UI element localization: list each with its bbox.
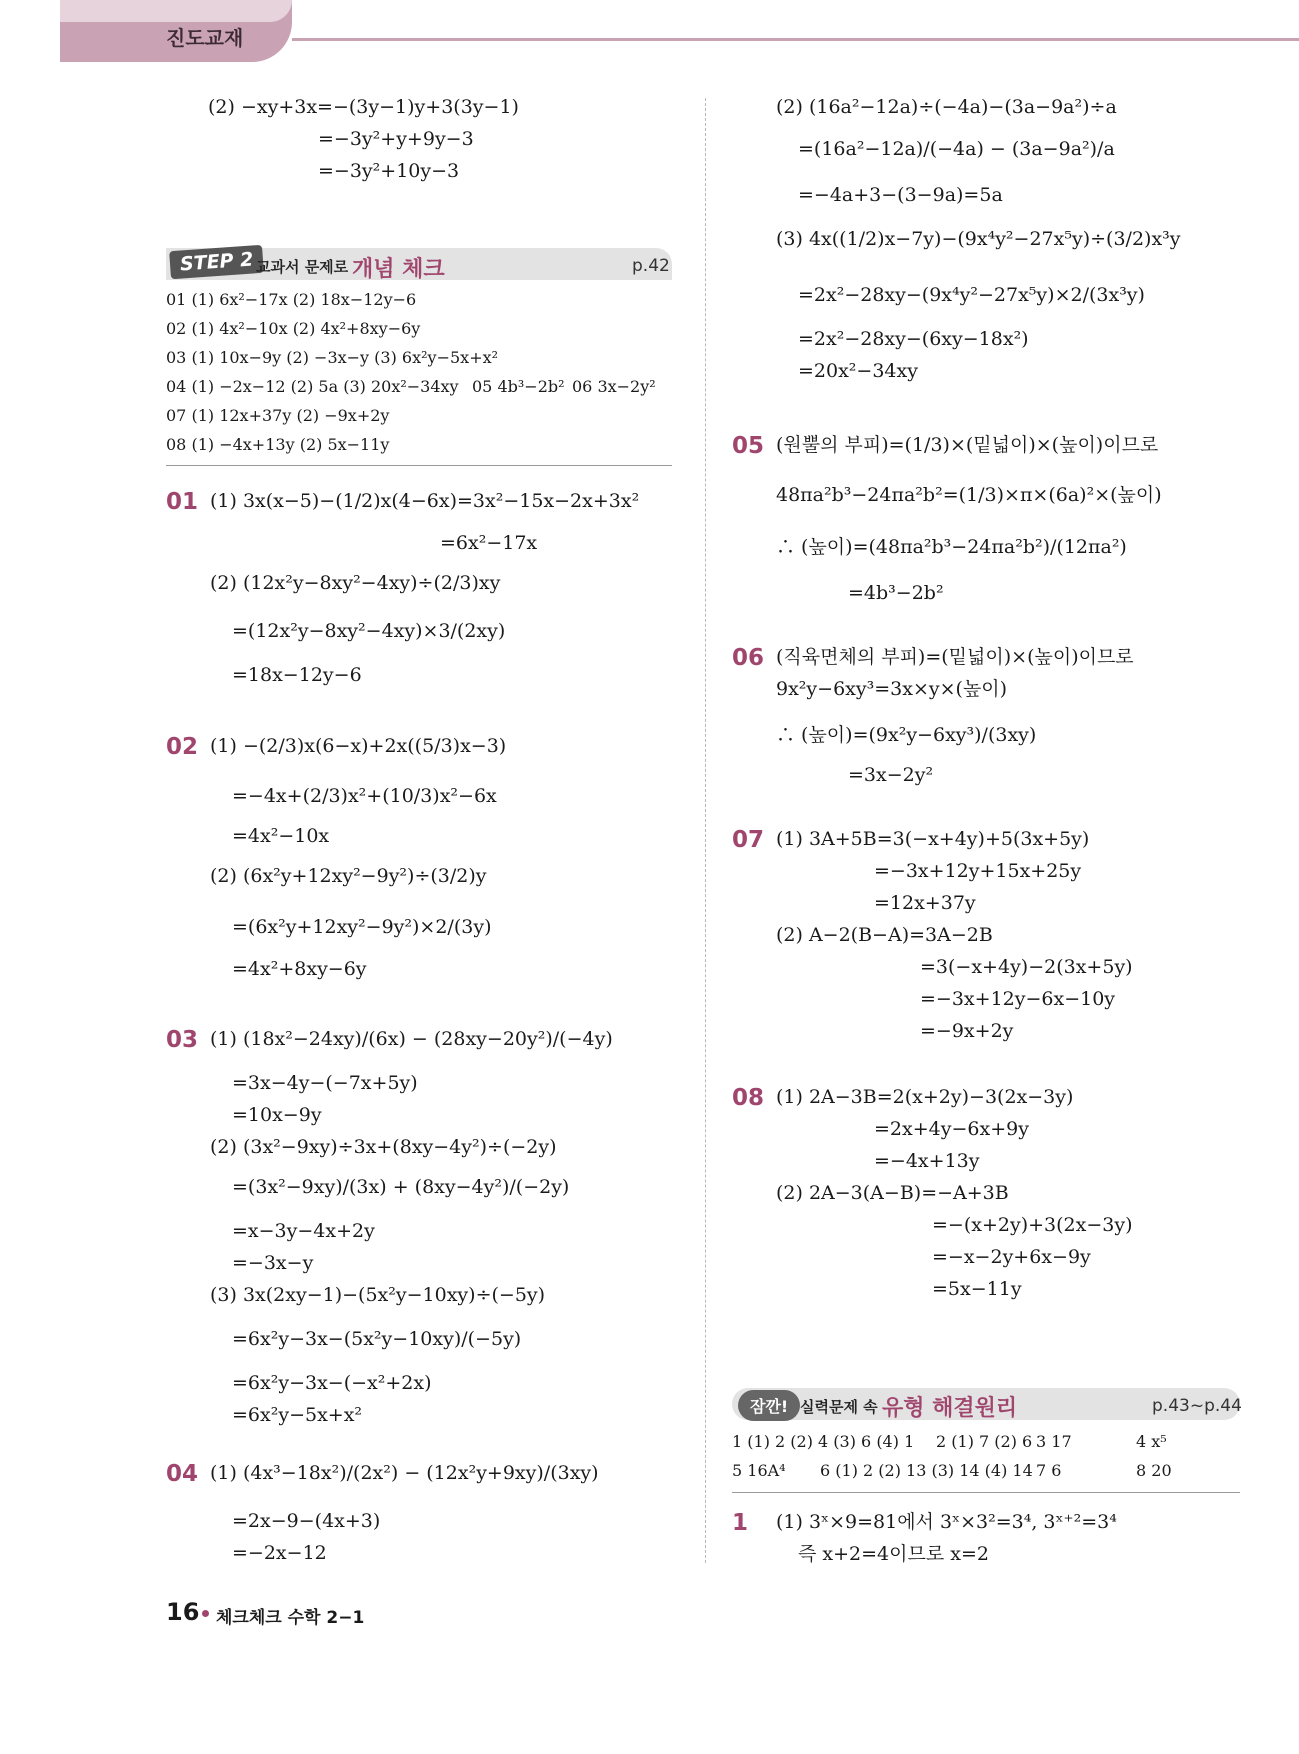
math-line: (2) 2A−3(A−B)=−A+3B — [776, 1182, 1009, 1204]
math-line: (1) 3ˣ×9=81에서 3ˣ×3²=3⁴, 3ˣ⁺²=3⁴ — [776, 1511, 1117, 1533]
math-line: (3) 4x((1/2)x−7y)−(9x⁴y²−27x⁵y)÷(3/2)x³y — [776, 228, 1181, 250]
math-line: (원뿔의 부피)=(1/3)×(밑넓이)×(높이)이므로 — [776, 434, 1159, 456]
math-line: =20x²−34xy — [798, 360, 918, 382]
answer-line: 05 4b³−2b² — [472, 377, 565, 396]
math-line: (2) (16a²−12a)÷(−4a)−(3a−9a²)÷a — [776, 96, 1117, 118]
step2-badge: STEP 2 — [169, 245, 264, 279]
math-line: (2) A−2(B−A)=3A−2B — [776, 924, 993, 946]
problem-number: 01 — [166, 489, 199, 515]
problem-number: 02 — [166, 734, 199, 760]
jamkkan-page-ref: p.43~p.44 — [1152, 1396, 1242, 1416]
math-line: =−x−2y+6x−9y — [932, 1246, 1091, 1268]
header-tab-highlight — [60, 0, 292, 22]
answer-line: 01 (1) 6x²−17x (2) 18x−12y−6 — [166, 290, 417, 309]
math-line: =6x²y−3x−(5x²y−10xy)/(−5y) — [232, 1328, 522, 1350]
math-line: =−4x+(2/3)x²+(10/3)x²−6x — [232, 785, 497, 807]
math-line: =2x+4y−6x+9y — [874, 1118, 1029, 1140]
math-line: (1) −(2/3)x(6−x)+2x((5/3)x−3) — [210, 735, 507, 757]
answer-line: 04 (1) −2x−12 (2) 5a (3) 20x²−34xy — [166, 377, 459, 396]
step2-page-ref: p.42 — [632, 256, 670, 276]
math-line: (1) 3x(x−5)−(1/2)x(4−6x)=3x²−15x−2x+3x² — [210, 490, 640, 512]
math-line: (2) (3x²−9xy)÷3x+(8xy−4y²)÷(−2y) — [210, 1136, 557, 1158]
answer-line: 08 (1) −4x+13y (2) 5x−11y — [166, 435, 390, 454]
section-rule — [166, 465, 672, 466]
math-line: 48πa²b³−24πa²b²=(1/3)×π×(6a)²×(높이) — [776, 484, 1162, 506]
problem-number: 08 — [732, 1085, 765, 1111]
header-tab — [60, 0, 292, 62]
problem-number: 06 — [732, 645, 765, 671]
math-line: =−3x−y — [232, 1252, 314, 1274]
math-line: =(3x²−9xy)/(3x) + (8xy−4y²)/(−2y) — [232, 1176, 570, 1198]
math-line: =−4a+3−(3−9a)=5a — [798, 184, 1003, 206]
math-line: =3x−2y² — [848, 764, 934, 786]
math-line: =18x−12y−6 — [232, 664, 362, 686]
answer-line: 3 17 — [1036, 1432, 1072, 1451]
answer-line: 2 (1) 7 (2) 6 — [936, 1432, 1033, 1451]
math-line: =(6x²y+12xy²−9y²)×2/(3y) — [232, 916, 492, 938]
answer-line: 8 20 — [1136, 1461, 1172, 1480]
math-line: =−2x−12 — [232, 1542, 327, 1564]
book-title: 체크체크 수학 2−1 — [216, 1608, 365, 1628]
answer-line: 7 6 — [1036, 1461, 1062, 1480]
math-line: =10x−9y — [232, 1104, 322, 1126]
math-line: =(12x²y−8xy²−4xy)×3/(2xy) — [232, 620, 506, 642]
math-line: =−9x+2y — [920, 1020, 1014, 1042]
math-line: (2) (12x²y−8xy²−4xy)÷(2/3)xy — [210, 572, 501, 594]
math-line: (1) 3A+5B=3(−x+4y)+5(3x+5y) — [776, 828, 1090, 850]
math-line: =2x−9−(4x+3) — [232, 1510, 381, 1532]
math-line: (2) (6x²y+12xy²−9y²)÷(3/2)y — [210, 865, 487, 887]
math-line: (1) (18x²−24xy)/(6x) − (28xy−20y²)/(−4y) — [210, 1028, 613, 1050]
answer-line: 02 (1) 4x²−10x (2) 4x²+8xy−6y — [166, 319, 421, 338]
header-tab-label: 진도교재 — [166, 26, 244, 50]
step2-title: 개념 체크 — [352, 257, 445, 282]
math-line: =4b³−2b² — [848, 582, 944, 604]
answer-line: 1 (1) 2 (2) 4 (3) 6 (4) 1 — [732, 1432, 915, 1451]
problem-number: 04 — [166, 1461, 199, 1487]
math-line: =4x²−10x — [232, 825, 330, 847]
answer-line: 4 x⁵ — [1136, 1432, 1167, 1451]
math-line: (직육면체의 부피)=(밑넓이)×(높이)이므로 — [776, 646, 1134, 668]
header-rule — [292, 38, 1299, 41]
math-line: =−3y²+y+9y−3 — [318, 128, 474, 150]
math-line: =3(−x+4y)−2(3x+5y) — [920, 956, 1133, 978]
step2-subtitle: 교과서 문제로 — [256, 258, 349, 276]
answer-line: 6 (1) 2 (2) 13 (3) 14 (4) 14 — [820, 1461, 1033, 1480]
math-line: =6x²−17x — [440, 532, 538, 554]
jamkkan-pill: 잠깐! — [738, 1390, 800, 1421]
answer-line: 06 3x−2y² — [572, 377, 656, 396]
math-line: =x−3y−4x+2y — [232, 1220, 375, 1242]
math-line: 즉 x+2=4이므로 x=2 — [798, 1543, 989, 1565]
math-line: =6x²y−5x+x² — [232, 1404, 363, 1426]
footer-dot-icon — [202, 1610, 209, 1617]
jamkkan-subtitle: 실력문제 속 — [800, 1398, 878, 1416]
problem-number: 07 — [732, 827, 765, 853]
math-line: =5x−11y — [932, 1278, 1022, 1300]
math-line: =3x−4y−(−7x+5y) — [232, 1072, 418, 1094]
math-line: (1) (4x³−18x²)/(2x²) − (12x²y+9xy)/(3xy) — [210, 1462, 599, 1484]
problem-number: 1 — [732, 1510, 749, 1536]
problem-number: 03 — [166, 1027, 199, 1053]
math-line: =(16a²−12a)/(−4a) − (3a−9a²)/a — [798, 138, 1115, 160]
math-line: (2) −xy+3x=−(3y−1)y+3(3y−1) — [208, 96, 519, 118]
math-line: =−4x+13y — [874, 1150, 980, 1172]
math-line: (1) 2A−3B=2(x+2y)−3(2x−3y) — [776, 1086, 1074, 1108]
math-line: ∴ (높이)=(9x²y−6xy³)/(3xy) — [776, 724, 1037, 746]
answer-line: 5 16A⁴ — [732, 1461, 786, 1480]
page-number: 16 — [166, 1598, 200, 1626]
math-line: =12x+37y — [874, 892, 976, 914]
math-line: =−3x+12y−6x−10y — [920, 988, 1116, 1010]
math-line: =−3x+12y+15x+25y — [874, 860, 1082, 882]
section-rule — [732, 1492, 1240, 1493]
math-line: =6x²y−3x−(−x²+2x) — [232, 1372, 432, 1394]
math-line: 9x²y−6xy³=3x×y×(높이) — [776, 678, 1008, 700]
problem-number: 05 — [732, 433, 765, 459]
math-line: =2x²−28xy−(6xy−18x²) — [798, 328, 1029, 350]
jamkkan-title: 유형 해결원리 — [882, 1396, 1018, 1421]
math-line: =−(x+2y)+3(2x−3y) — [932, 1214, 1133, 1236]
math-line: =4x²+8xy−6y — [232, 958, 367, 980]
math-line: =2x²−28xy−(9x⁴y²−27x⁵y)×2/(3x³y) — [798, 284, 1145, 306]
math-line: ∴ (높이)=(48πa²b³−24πa²b²)/(12πa²) — [776, 536, 1127, 558]
math-line: (3) 3x(2xy−1)−(5x²y−10xy)÷(−5y) — [210, 1284, 546, 1306]
answer-line: 07 (1) 12x+37y (2) −9x+2y — [166, 406, 390, 425]
answer-line: 03 (1) 10x−9y (2) −3x−y (3) 6x²y−5x+x² — [166, 348, 499, 367]
column-divider — [705, 98, 706, 1563]
math-line: =−3y²+10y−3 — [318, 160, 460, 182]
